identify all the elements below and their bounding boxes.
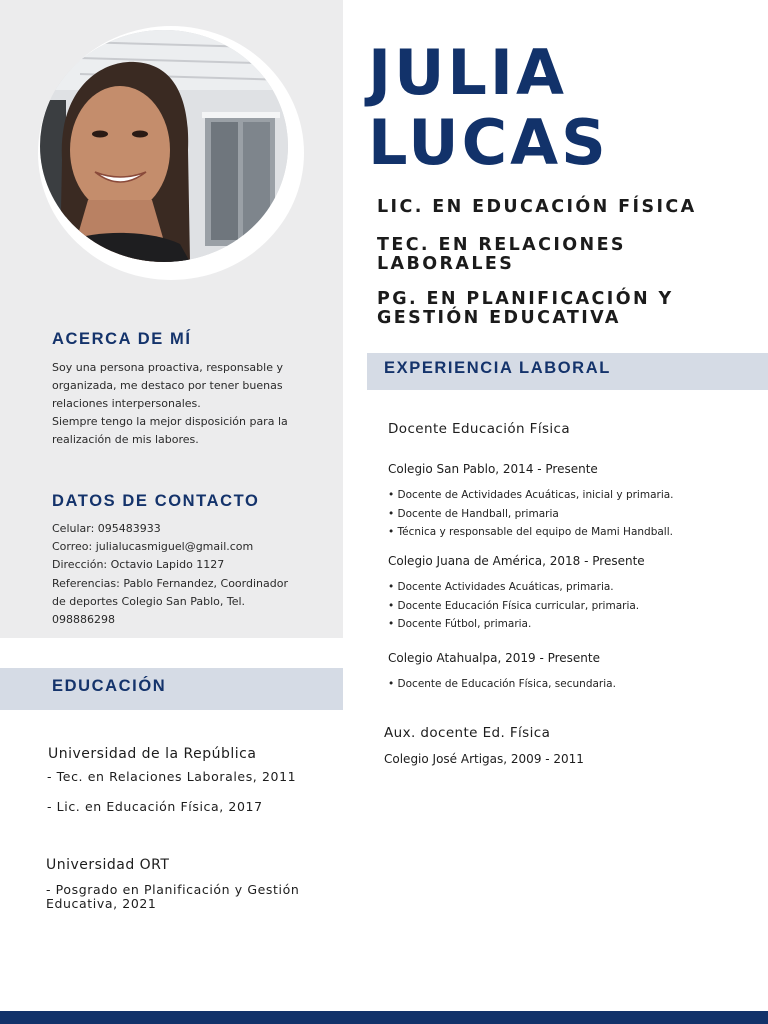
about-line: Soy una persona proactiva, responsable y — [52, 361, 283, 374]
list-item: • Docente Fútbol, primaria. — [388, 615, 639, 634]
experience-role: Docente Educación Física — [388, 421, 571, 437]
list-item: • Docente de Handball, primaria — [388, 505, 674, 524]
about-title: ACERCA DE MÍ — [52, 330, 192, 348]
degree-2-line1: TEC. EN RELACIONES — [377, 235, 626, 255]
contact-phone: Celular: 095483933 — [52, 522, 161, 535]
education-institution: Universidad de la República — [48, 746, 257, 762]
degree-3-line2: GESTIÓN EDUCATIVA — [377, 308, 621, 328]
job-place: Colegio San Pablo, 2014 - Presente — [388, 462, 598, 476]
profile-photo — [40, 30, 288, 262]
about-line: organizada, me destaco por tener buenas — [52, 379, 283, 392]
name-last: LUCAS — [368, 106, 609, 179]
about-line: Siempre tengo la mejor disposición para la — [52, 415, 288, 428]
list-item: • Técnica y responsable del equipo de Mami Handball. — [388, 523, 674, 542]
contact-reference: 098886298 — [52, 613, 115, 626]
education-line: - Posgrado en Planificación y Gestión — [46, 882, 300, 897]
job-place: Colegio Juana de América, 2018 - Presente — [388, 554, 645, 568]
education-line: Educativa, 2021 — [46, 896, 157, 911]
job-place: Colegio José Artigas, 2009 - 2011 — [384, 752, 584, 766]
contact-address: Dirección: Octavio Lapido 1127 — [52, 558, 225, 571]
list-item: • Docente de Actividades Acuáticas, inicial y primaria. — [388, 486, 674, 505]
contact-reference: Referencias: Pablo Fernandez, Coordinador — [52, 577, 288, 590]
education-title: EDUCACIÓN — [52, 677, 167, 695]
degree-3-line1: PG. EN PLANIFICACIÓN Y — [377, 289, 674, 309]
list-item: • Docente de Educación Física, secundaria. — [388, 675, 616, 694]
job-bullets — [388, 486, 674, 542]
education-line: - Tec. en Relaciones Laborales, 2011 — [47, 769, 297, 784]
degree-2-line2: LABORALES — [377, 254, 515, 274]
job-bullets — [388, 675, 616, 694]
job-bullets — [388, 578, 639, 634]
about-line: realización de mis labores. — [52, 433, 199, 446]
contact-title: DATOS DE CONTACTO — [52, 492, 260, 510]
experience-title: EXPERIENCIA LABORAL — [384, 359, 611, 377]
experience-role: Aux. docente Ed. Física — [384, 725, 551, 741]
job-place: Colegio Atahualpa, 2019 - Presente — [388, 651, 601, 665]
footer-bar — [0, 1011, 768, 1024]
name-first: JULIA — [368, 36, 567, 109]
education-line: - Lic. en Educación Física, 2017 — [47, 799, 263, 814]
contact-email: Correo: julialucasmiguel@gmail.com — [52, 540, 254, 553]
education-institution: Universidad ORT — [46, 857, 170, 873]
list-item: • Docente Actividades Acuáticas, primaria. — [388, 578, 639, 597]
degree-1: LIC. EN EDUCACIÓN FÍSICA — [377, 197, 697, 217]
about-line: relaciones interpersonales. — [52, 397, 201, 410]
list-item: • Docente Educación Física curricular, primaria. — [388, 597, 639, 616]
contact-reference: de deportes Colegio San Pablo, Tel. — [52, 595, 246, 608]
